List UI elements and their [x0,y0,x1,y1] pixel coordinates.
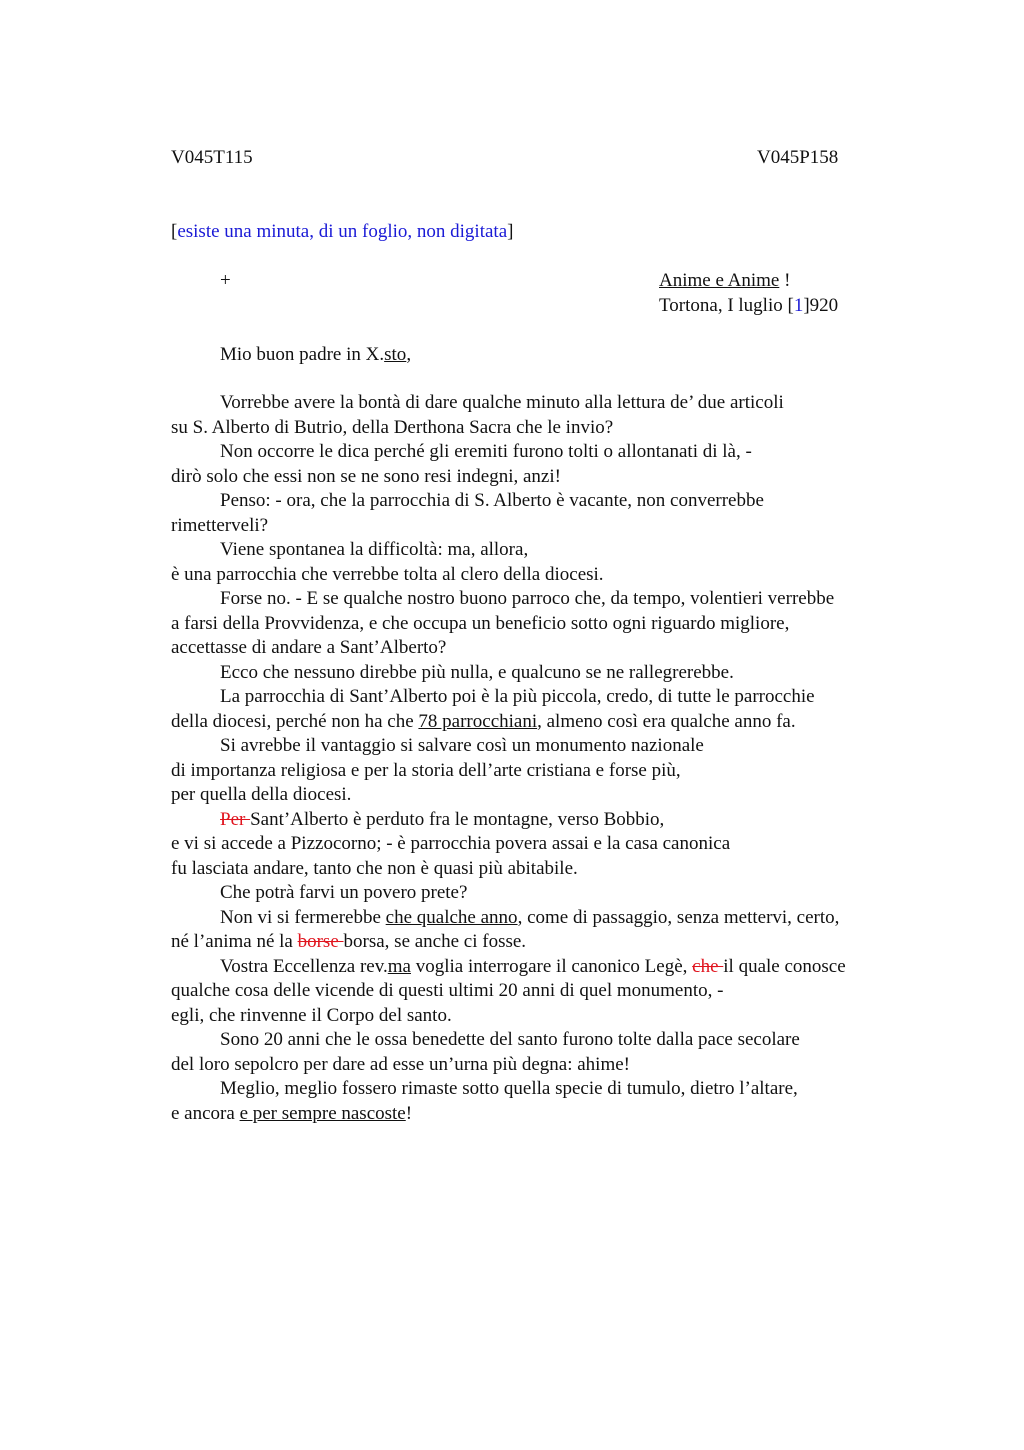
line-text: della diocesi, perché non ha che [171,710,419,732]
deleted-text: borse [297,931,344,952]
body-line [171,465,931,490]
line-text: è una parrocchia che verrebbe tolta al clero della diocesi. [171,563,604,585]
line-text: Vostra Eccellenza rev. [220,955,388,977]
body-line [171,661,931,686]
motto-text: Anime e Anime [659,270,780,291]
line-text: borsa, se anche ci fosse. [343,931,527,952]
body-line [171,538,931,563]
line-text: Vorrebbe avere la bontà di dare qualche minuto alla lettura de’ due articoli [220,392,784,413]
editorial-note [171,220,513,245]
dateline-before: Tortona, I luglio [ [659,295,794,316]
line-text: Sono 20 anni che le ossa benedette del santo furono tolte dalla pace secolare [220,1029,800,1050]
line-text: Non occorre le dica perché gli eremiti furono tolti o allontanati di là, - [220,441,752,462]
body-line [171,563,931,588]
line-text: Forse no. - E se qualche nostro buono parroco che, da tempo, volentieri verrebbe [220,588,835,609]
salutation-before: Mio buon padre in X. [220,344,385,365]
bracket-close: ] [507,221,514,242]
body-line [171,930,931,955]
line-text: del loro sepolcro per dare ad esse un’urna più degna: ahime! [171,1053,630,1075]
line-text: Penso: - ora, che la parrocchia di S. Alberto è vacante, non converrebbe [220,490,764,511]
line-text: e vi si accede a Pizzocorno; - è parrocchia povera assai e la casa canonica [171,833,731,854]
body-line [171,832,931,857]
dateline-after: ]920 [803,295,839,316]
line-text: fu lasciata andare, tanto che non è quasi più abitabile. [171,857,578,879]
line-text: Si avrebbe il vantaggio si salvare così un monumento nazionale [220,735,704,756]
line-text: per quella della diocesi. [171,784,352,805]
line-text: dirò solo che essi non se ne sono resi indegni, anzi! [171,465,561,487]
body-line [171,489,931,514]
line-text: né l’anima né la [171,931,298,952]
salutation-after: , [406,344,412,365]
body-line [171,979,931,1004]
document-code-left: V045T115 [171,147,253,168]
line-text: accettasse di andare a Sant’Alberto? [171,637,447,658]
underlined-text: 78 parrocchiani [418,710,538,732]
document-code-right: V045P158 [757,147,839,168]
line-text: , come di passaggio, senza mettervi, certo, [517,906,840,928]
salutation-underlined: sto [384,344,407,365]
cross-symbol: + [220,270,231,291]
body-line [171,881,931,906]
line-text: Che potrà farvi un povero prete? [220,882,468,903]
body-line [171,514,931,539]
line-text: egli, che rinvenne il Corpo del santo. [171,1004,452,1026]
line-text: , almeno così era qualche anno fa. [537,710,796,732]
line-text: e ancora [171,1102,240,1124]
deleted-text: che [692,955,724,977]
motto [659,269,790,294]
underlined-text: e per sempre nascoste [239,1102,406,1124]
body-line [171,1028,931,1053]
line-text: qualche cosa delle vicende di questi ultimi 20 anni di quel monumento, - [171,980,724,1001]
body-line [171,1004,931,1029]
line-text: Sant’Alberto è perduto fra le montagne, verso Bobbio, [250,808,665,830]
line-text: Viene spontanea la difficoltà: ma, allora, [220,539,529,560]
dateline [659,294,838,319]
underlined-text: che qualche anno [385,906,518,928]
body-line [171,1077,931,1102]
editorial-note-text: esiste una minuta, di un foglio, non digitata [177,221,508,242]
body-line [171,685,931,710]
body-line [171,808,931,833]
body-line [171,1053,931,1078]
letter-body [171,391,931,1126]
bracket-open: [ [171,221,178,242]
body-line [171,734,931,759]
line-text: di importanza religiosa e per la storia dell’arte cristiana e forse più, [171,759,681,781]
line-text: rimetterveli? [171,514,269,536]
body-line [171,636,931,661]
body-line [171,906,931,931]
body-line [171,391,931,416]
body-line [171,440,931,465]
body-line [171,416,931,441]
body-line [171,710,931,735]
line-text: Non vi si fermerebbe [220,906,386,928]
line-text: ! [405,1102,413,1124]
line-text: a farsi della Provvidenza, e che occupa un beneficio sotto ogni riguardo migliore, [171,612,790,634]
salutation [220,343,411,368]
line-text: su S. Alberto di Butrio, della Derthona Sacra che le invio? [171,416,614,438]
body-line [171,783,931,808]
deleted-text: Per [220,808,251,830]
line-text: il quale conosce [723,955,846,977]
body-line [171,857,931,882]
body-line [171,759,931,784]
line-text: Ecco che nessuno direbbe più nulla, e qualcuno se ne rallegrerebbe. [220,661,734,683]
line-text: voglia interrogare il canonico Legè, [410,955,693,977]
body-line [171,955,931,980]
motto-suffix: ! [779,270,791,291]
body-line [171,1102,931,1127]
body-line [171,587,931,612]
body-line [171,612,931,637]
underlined-text: ma [387,955,411,977]
line-text: Meglio, meglio fossero rimaste sotto quella specie di tumulo, dietro l’altare, [220,1078,798,1099]
dateline-inserted: 1 [793,295,804,316]
line-text: La parrocchia di Sant’Alberto poi è la più piccola, credo, di tutte le parrocchie [220,686,815,707]
